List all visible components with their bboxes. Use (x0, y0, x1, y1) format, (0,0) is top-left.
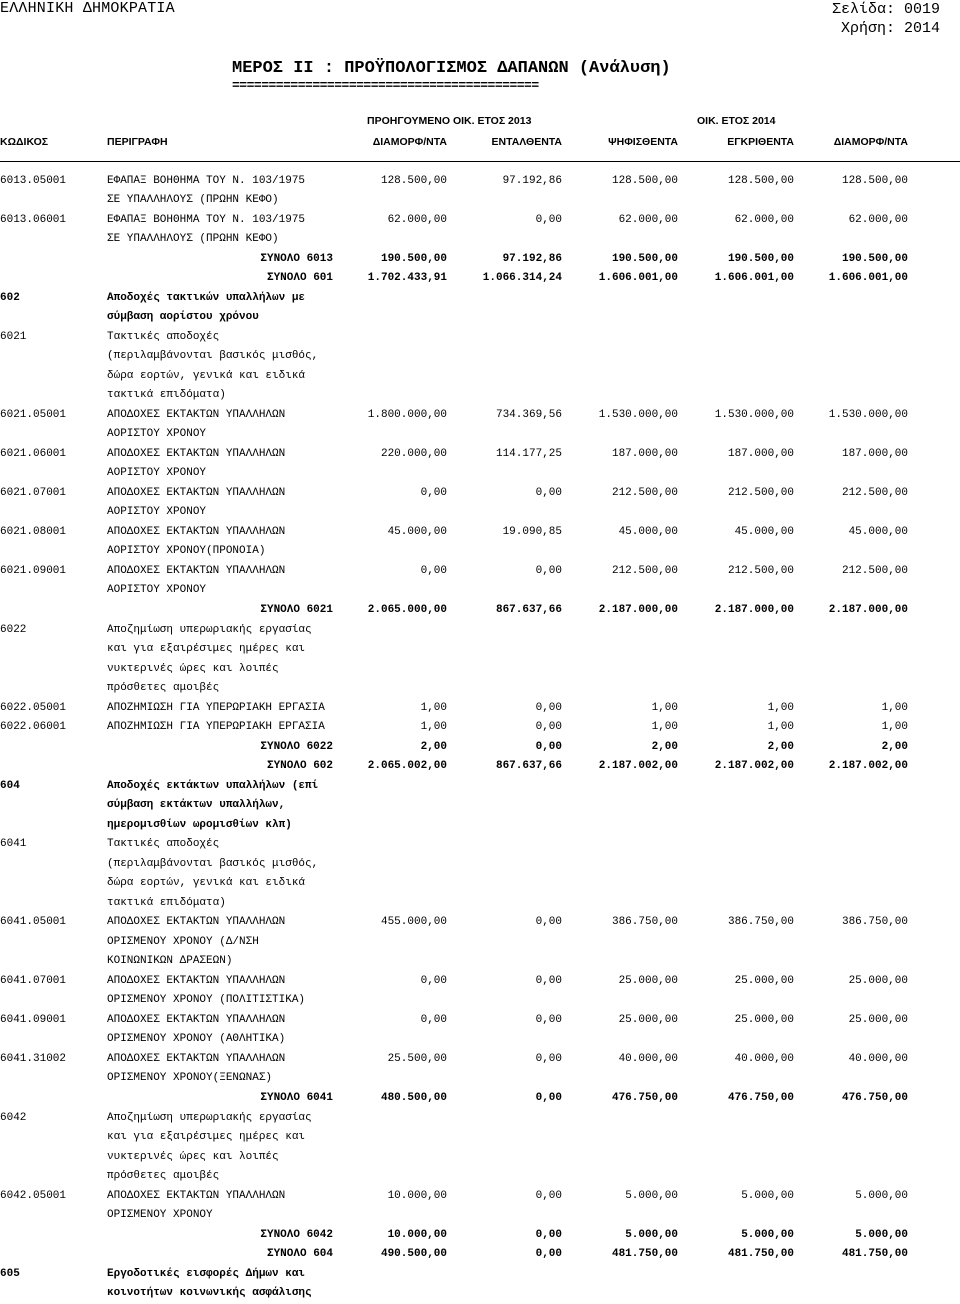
table-row (0, 464, 960, 484)
table-row (0, 308, 960, 328)
table-row (0, 991, 960, 1011)
table-row (0, 640, 960, 660)
table-row (0, 191, 960, 211)
total-label: ΣΥΝΟΛΟ 6021 (260, 603, 333, 616)
table-row (0, 972, 960, 992)
total-label: ΣΥΝΟΛΟ 604 (266, 1248, 333, 1261)
table-row (0, 1148, 960, 1168)
amount-col1: 10.000,00 (387, 1189, 447, 1202)
amount-col3: 212.500,00 (611, 486, 678, 499)
total-label: ΣΥΝΟΛΟ 602 (266, 760, 333, 773)
table-row (0, 1050, 960, 1070)
cur-year-header: ΟΙΚ. ΕΤΟΣ 2014 (697, 115, 776, 127)
amount-col1: 0,00 (420, 564, 447, 577)
table-row (0, 523, 960, 543)
amount-col4: 1.606.001,00 (714, 272, 794, 285)
row-description: ΣΕ ΥΠΑΛΛΗΛΟΥΣ (ΠΡΩΗΝ ΚΕΦΟ) (107, 194, 279, 206)
total-row (0, 601, 960, 621)
total-row (0, 250, 960, 270)
table-row (0, 1284, 960, 1304)
row-description: Τακτικές αποδοχές (107, 330, 220, 343)
row-description: Αποζημίωση υπερωριακής εργασίας (107, 1111, 312, 1124)
amount-col2: 0,00 (535, 916, 562, 929)
row-code: 6041.31002 (0, 1052, 67, 1065)
amount-col3: 1,00 (651, 701, 678, 714)
total-row (0, 757, 960, 777)
row-description: ΑΠΟΔΟΧΕΣ ΕΚΤΑΚΤΩΝ ΥΠΑΛΛΗΛΩΝ (107, 974, 286, 987)
row-description: ΟΡΙΣΜΕΝΟΥ ΧΡΟΝΟΥ(ΞΕΝΩΝΑΣ) (107, 1072, 273, 1085)
row-description: νυκτερινές ώρες και λοιπές (107, 662, 279, 675)
row-description: πρόσθετες αμοιβές (107, 1170, 220, 1182)
amount-col3: 481.750,00 (611, 1248, 678, 1261)
amount-col3: 187.000,00 (611, 447, 678, 460)
amount-col1: 2,00 (420, 740, 447, 753)
total-row (0, 269, 960, 289)
amount-col1: 480.500,00 (380, 1091, 447, 1104)
table-row (0, 952, 960, 972)
total-label: ΣΥΝΟΛΟ 6013 (260, 252, 333, 265)
amount-col1: 128.500,00 (380, 174, 447, 187)
amount-col2: 0,00 (535, 1091, 562, 1104)
amount-col5: 62.000,00 (848, 213, 908, 226)
table-row (0, 1265, 960, 1285)
table-row (0, 796, 960, 816)
row-description: ΣΕ ΥΠΑΛΛΗΛΟΥΣ (ΠΡΩΗΝ ΚΕΦΟ) (107, 233, 279, 246)
amount-col2: 0,00 (535, 1189, 562, 1202)
amount-col4: 2,00 (767, 740, 794, 753)
amount-col4: 2.187.000,00 (714, 603, 794, 616)
table-row (0, 1128, 960, 1148)
table-row (0, 1030, 960, 1050)
amount-col1: 1,00 (420, 701, 447, 714)
page-info (832, 0, 940, 38)
amount-col1: 25.500,00 (387, 1052, 447, 1065)
amount-col1: 1.800.000,00 (367, 408, 447, 421)
amount-col2: 1.066.314,24 (482, 272, 562, 285)
row-description: ΑΟΡΙΣΤΟΥ ΧΡΟΝΟΥ(ΠΡΟΝΟΙΑ) (107, 545, 266, 558)
amount-col4: 190.500,00 (727, 252, 794, 265)
amount-col2: 97.192,86 (502, 252, 562, 265)
page-number: Σελίδα: 0019 (831, 1, 940, 18)
amount-col2: 19.090,85 (502, 525, 562, 538)
row-code: 6021.05001 (0, 408, 67, 421)
row-description: σύμβαση αορίστου χρόνου (107, 311, 259, 324)
amount-col5: 2.187.002,00 (828, 760, 908, 773)
row-code: 6042 (0, 1111, 27, 1124)
table-row (0, 855, 960, 875)
row-code: 6021.08001 (0, 525, 67, 538)
amount-col2: 0,00 (535, 1228, 562, 1241)
table-row (0, 777, 960, 797)
row-code: 6022.05001 (0, 701, 67, 714)
row-description: ΕΦΑΠΑΞ ΒΟΗΘΗΜΑ ΤΟΥ Ν. 103/1975 (107, 213, 306, 226)
title-underline: ========================================== (232, 78, 539, 93)
amount-col4: 128.500,00 (727, 174, 794, 187)
description-column-header: ΠΕΡΙΓΡΑΦΗ (107, 136, 168, 148)
row-code: 6021 (0, 330, 27, 343)
amount-col2: 0,00 (535, 1013, 562, 1026)
row-code: 6021.09001 (0, 564, 67, 577)
amount-col2: 867.637,66 (495, 760, 562, 773)
amount-col1: 0,00 (420, 1013, 447, 1026)
row-description: δώρα εορτών, γενικά και ειδικά (107, 877, 306, 890)
amount-col5: 476.750,00 (841, 1091, 908, 1104)
table-row (0, 874, 960, 894)
amount-col3: 45.000,00 (618, 525, 678, 538)
row-description: ΑΠΟΔΟΧΕΣ ΕΚΤΑΚΤΩΝ ΥΠΑΛΛΗΛΩΝ (107, 486, 286, 499)
amount-col5: 1.606.001,00 (828, 272, 908, 285)
row-code: 6021.07001 (0, 486, 67, 499)
amount-col5: 190.500,00 (841, 252, 908, 265)
amount-col2: 0,00 (535, 213, 562, 226)
row-description: Αποζημίωση υπερωριακής εργασίας (107, 623, 312, 636)
amount-col1: 1,00 (420, 721, 447, 734)
col5-header: ΔΙΑΜΟΡΦ/ΝΤΑ (833, 136, 908, 148)
table-row (0, 699, 960, 719)
row-code: 6021.06001 (0, 447, 67, 460)
amount-col1: 190.500,00 (380, 252, 447, 265)
table-row (0, 816, 960, 836)
table-row (0, 230, 960, 250)
table-row (0, 913, 960, 933)
row-description: Τακτικές αποδοχές (107, 838, 220, 851)
amount-col2: 0,00 (535, 1052, 562, 1065)
table-row (0, 660, 960, 680)
table-row (0, 1167, 960, 1187)
fiscal-year: Χρήση: 2014 (840, 20, 940, 37)
amount-col4: 62.000,00 (734, 213, 794, 226)
row-code: 6041.07001 (0, 974, 67, 987)
amount-col2: 0,00 (535, 740, 562, 753)
total-row (0, 1245, 960, 1265)
amount-col2: 734.369,56 (495, 408, 562, 421)
amount-col2: 0,00 (535, 1248, 562, 1261)
amount-col3: 1.530.000,00 (598, 408, 678, 421)
total-row (0, 1089, 960, 1109)
row-code: 6022 (0, 623, 27, 636)
amount-col1: 455.000,00 (380, 916, 447, 929)
code-column-header: ΚΩΔΙΚΟΣ (0, 136, 49, 148)
row-code: 6041 (0, 838, 27, 851)
row-description: ΑΠΟΖΗΜΙΩΣΗ ΓΙΑ ΥΠΕΡΩΡΙΑΚΗ ΕΡΓΑΣΙΑ (107, 701, 325, 714)
amount-col4: 187.000,00 (727, 447, 794, 460)
row-description: και για εξαιρέσιμες ημέρες και (107, 1131, 306, 1143)
row-description: ΟΡΙΣΜΕΝΟΥ ΧΡΟΝΟΥ (ΠΟΛΙΤΙΣΤΙΚΑ) (107, 994, 306, 1007)
row-description: ΑΠΟΔΟΧΕΣ ΕΚΤΑΚΤΩΝ ΥΠΑΛΛΗΛΩΝ (107, 447, 286, 460)
amount-col3: 386.750,00 (611, 916, 678, 929)
amount-col3: 5.000,00 (625, 1189, 678, 1202)
header-divider (0, 161, 960, 162)
amount-col2: 0,00 (535, 974, 562, 987)
amount-col5: 128.500,00 (841, 174, 908, 187)
amount-col4: 212.500,00 (727, 564, 794, 577)
amount-col4: 45.000,00 (734, 525, 794, 538)
amount-col3: 40.000,00 (618, 1052, 678, 1065)
table-row (0, 562, 960, 582)
table-row (0, 484, 960, 504)
amount-col5: 25.000,00 (848, 1013, 908, 1026)
row-description: ΑΠΟΔΟΧΕΣ ΕΚΤΑΚΤΩΝ ΥΠΑΛΛΗΛΩΝ (107, 408, 286, 421)
table-row (0, 1206, 960, 1226)
amount-col4: 2.187.002,00 (714, 760, 794, 773)
row-description: τακτικά επιδόματα) (107, 389, 226, 402)
amount-col3: 2.187.000,00 (598, 603, 678, 616)
amount-col3: 1.606.001,00 (598, 272, 678, 285)
amount-col2: 867.637,66 (495, 603, 562, 616)
amount-col3: 476.750,00 (611, 1091, 678, 1104)
amount-col1: 0,00 (420, 486, 447, 499)
table-row (0, 933, 960, 953)
amount-col4: 5.000,00 (741, 1189, 794, 1202)
table-row (0, 347, 960, 367)
total-row (0, 738, 960, 758)
amount-col5: 2.187.000,00 (828, 603, 908, 616)
prev-year-header: ΠΡΟΗΓΟΥΜΕΝΟ ΟΙΚ. ΕΤΟΣ 2013 (367, 115, 532, 127)
amount-col2: 114.177,25 (495, 447, 562, 460)
row-description: Αποδοχές εκτάκτων υπαλλήλων (επί (107, 779, 319, 792)
table-row (0, 542, 960, 562)
amount-col5: 45.000,00 (848, 525, 908, 538)
table-row (0, 406, 960, 426)
row-code: 602 (0, 291, 20, 304)
row-description: ΕΦΑΠΑΞ ΒΟΗΘΗΜΑ ΤΟΥ Ν. 103/1975 (107, 174, 306, 187)
row-description: ΚΟΙΝΩΝΙΚΩΝ ΔΡΑΣΕΩΝ) (107, 955, 233, 968)
amount-col1: 45.000,00 (387, 525, 447, 538)
amount-col4: 212.500,00 (727, 486, 794, 499)
amount-col1: 220.000,00 (380, 447, 447, 460)
amount-col5: 212.500,00 (841, 486, 908, 499)
amount-col5: 187.000,00 (841, 447, 908, 460)
table-row (0, 445, 960, 465)
amount-col3: 212.500,00 (611, 564, 678, 577)
amount-col1: 490.500,00 (380, 1248, 447, 1261)
amount-col3: 2.187.002,00 (598, 760, 678, 773)
amount-col4: 40.000,00 (734, 1052, 794, 1065)
amount-col1: 2.065.000,00 (367, 603, 447, 616)
amount-col5: 5.000,00 (855, 1228, 908, 1241)
table-row (0, 328, 960, 348)
amount-col4: 1,00 (767, 721, 794, 734)
amount-col3: 25.000,00 (618, 974, 678, 987)
amount-col5: 1,00 (881, 701, 908, 714)
amount-col4: 476.750,00 (727, 1091, 794, 1104)
amount-col5: 386.750,00 (841, 916, 908, 929)
col3-header: ΨΗΦΙΣΘΕΝΤΑ (608, 136, 678, 148)
row-description: ΑΠΟΔΟΧΕΣ ΕΚΤΑΚΤΩΝ ΥΠΑΛΛΗΛΩΝ (107, 525, 286, 538)
amount-col3: 2,00 (651, 740, 678, 753)
amount-col1: 10.000,00 (387, 1228, 447, 1241)
amount-col3: 190.500,00 (611, 252, 678, 265)
table-row (0, 679, 960, 699)
row-description: ΑΠΟΔΟΧΕΣ ΕΚΤΑΚΤΩΝ ΥΠΑΛΛΗΛΩΝ (107, 1189, 286, 1202)
row-description: Εργοδοτικές εισφορές Δήμων και (107, 1267, 306, 1280)
amount-col5: 5.000,00 (855, 1189, 908, 1202)
row-description: κοινοτήτων κοινωνικής ασφάλισης (107, 1287, 312, 1300)
amount-col4: 386.750,00 (727, 916, 794, 929)
table-row (0, 1011, 960, 1031)
row-description: ΑΟΡΙΣΤΟΥ ΧΡΟΝΟΥ (107, 467, 207, 480)
table-row (0, 835, 960, 855)
row-code: 6041.09001 (0, 1013, 67, 1026)
amount-col1: 62.000,00 (387, 213, 447, 226)
row-description: νυκτερινές ώρες και λοιπές (107, 1150, 279, 1163)
amount-col4: 5.000,00 (741, 1228, 794, 1241)
amount-col3: 5.000,00 (625, 1228, 678, 1241)
row-description: (περιλαμβάνονται βασικός μισθός, (107, 857, 319, 870)
page-title: ΜΕΡΟΣ ΙΙ : ΠΡΟΫΠΟΛΟΓΙΣΜΟΣ ΔΑΠΑΝΩΝ (Ανάλυση) (232, 59, 671, 78)
amount-col3: 128.500,00 (611, 174, 678, 187)
row-description: πρόσθετες αμοιβές (107, 682, 220, 694)
col1-header: ΔΙΑΜΟΡΦ/ΝΤΑ (372, 136, 447, 148)
row-code: 6041.05001 (0, 916, 67, 929)
row-code: 6013.06001 (0, 213, 67, 226)
row-description: (περιλαμβάνονται βασικός μισθός, (107, 350, 319, 363)
amount-col5: 2,00 (881, 740, 908, 753)
row-code: 6013.05001 (0, 174, 67, 187)
row-description: ΑΟΡΙΣΤΟΥ ΧΡΟΝΟΥ (107, 506, 207, 519)
amount-col5: 212.500,00 (841, 564, 908, 577)
row-code: 6042.05001 (0, 1189, 67, 1202)
row-description: δώρα εορτών, γενικά και ειδικά (107, 369, 306, 382)
row-description: ΑΟΡΙΣΤΟΥ ΧΡΟΝΟΥ (107, 584, 207, 597)
table-row (0, 172, 960, 192)
amount-col1: 0,00 (420, 974, 447, 987)
amount-col3: 62.000,00 (618, 213, 678, 226)
row-description: ΟΡΙΣΜΕΝΟΥ ΧΡΟΝΟΥ (ΑΘΛΗΤΙΚΑ) (107, 1033, 286, 1046)
row-description: τακτικά επιδόματα) (107, 896, 226, 909)
amount-col2: 0,00 (535, 721, 562, 734)
table-row (0, 289, 960, 309)
row-description: ΑΠΟΔΟΧΕΣ ΕΚΤΑΚΤΩΝ ΥΠΑΛΛΗΛΩΝ (107, 564, 286, 577)
col4-header: ΕΓΚΡΙΘΕΝΤΑ (727, 136, 794, 148)
row-description: σύμβαση εκτάκτων υπαλλήλων, (107, 799, 286, 812)
amount-col2: 0,00 (535, 486, 562, 499)
table-row (0, 718, 960, 738)
row-description: και για εξαιρέσιμες ημέρες και (107, 643, 306, 655)
table-row (0, 1069, 960, 1089)
row-description: ΑΠΟΔΟΧΕΣ ΕΚΤΑΚΤΩΝ ΥΠΑΛΛΗΛΩΝ (107, 916, 286, 929)
row-description: ΑΠΟΔΟΧΕΣ ΕΚΤΑΚΤΩΝ ΥΠΑΛΛΗΛΩΝ (107, 1052, 286, 1065)
row-description: ΑΠΟΔΟΧΕΣ ΕΚΤΑΚΤΩΝ ΥΠΑΛΛΗΛΩΝ (107, 1013, 286, 1026)
row-description: ΑΟΡΙΣΤΟΥ ΧΡΟΝΟΥ (107, 428, 207, 441)
amount-col1: 2.065.002,00 (367, 760, 447, 773)
row-description: ημερομισθίων ωρομισθίων κλπ) (107, 818, 292, 831)
total-label: ΣΥΝΟΛΟ 601 (266, 272, 333, 285)
col2-header: ΕΝΤΑΛΘΕΝΤΑ (491, 136, 562, 148)
amount-col5: 1,00 (881, 721, 908, 734)
table-row (0, 211, 960, 231)
row-description: ΟΡΙΣΜΕΝΟΥ ΧΡΟΝΟΥ (Δ/ΝΣΗ (107, 935, 259, 948)
amount-col4: 481.750,00 (727, 1248, 794, 1261)
amount-col4: 25.000,00 (734, 974, 794, 987)
amount-col3: 1,00 (651, 721, 678, 734)
table-row (0, 894, 960, 914)
amount-col4: 1,00 (767, 701, 794, 714)
total-row (0, 1226, 960, 1246)
row-code: 6022.06001 (0, 721, 67, 734)
amount-col5: 40.000,00 (848, 1052, 908, 1065)
total-label: ΣΥΝΟΛΟ 6041 (260, 1091, 333, 1104)
amount-col3: 25.000,00 (618, 1013, 678, 1026)
amount-col4: 25.000,00 (734, 1013, 794, 1026)
row-description: ΑΠΟΖΗΜΙΩΣΗ ΓΙΑ ΥΠΕΡΩΡΙΑΚΗ ΕΡΓΑΣΙΑ (107, 721, 325, 734)
row-description: Αποδοχές τακτικών υπαλλήλων με (107, 291, 306, 304)
total-label: ΣΥΝΟΛΟ 6022 (260, 740, 333, 753)
table-row (0, 1109, 960, 1129)
amount-col5: 1.530.000,00 (828, 408, 908, 421)
table-row (0, 503, 960, 523)
table-row (0, 386, 960, 406)
table-row (0, 1187, 960, 1207)
amount-col1: 1.702.433,91 (367, 272, 447, 285)
table-row (0, 425, 960, 445)
table-row (0, 581, 960, 601)
republic-heading: ΕΛΛΗΝΙΚΗ ΔΗΜΟΚΡΑΤΙΑ (0, 0, 175, 17)
amount-col5: 25.000,00 (848, 974, 908, 987)
amount-col2: 0,00 (535, 701, 562, 714)
row-code: 604 (0, 779, 20, 792)
row-code: 605 (0, 1267, 20, 1280)
amount-col5: 481.750,00 (841, 1248, 908, 1261)
amount-col2: 0,00 (535, 564, 562, 577)
table-row (0, 621, 960, 641)
amount-col2: 97.192,86 (502, 174, 562, 187)
total-label: ΣΥΝΟΛΟ 6042 (260, 1228, 333, 1241)
amount-col4: 1.530.000,00 (714, 408, 794, 421)
row-description: ΟΡΙΣΜΕΝΟΥ ΧΡΟΝΟΥ (107, 1209, 213, 1222)
table-row (0, 367, 960, 387)
